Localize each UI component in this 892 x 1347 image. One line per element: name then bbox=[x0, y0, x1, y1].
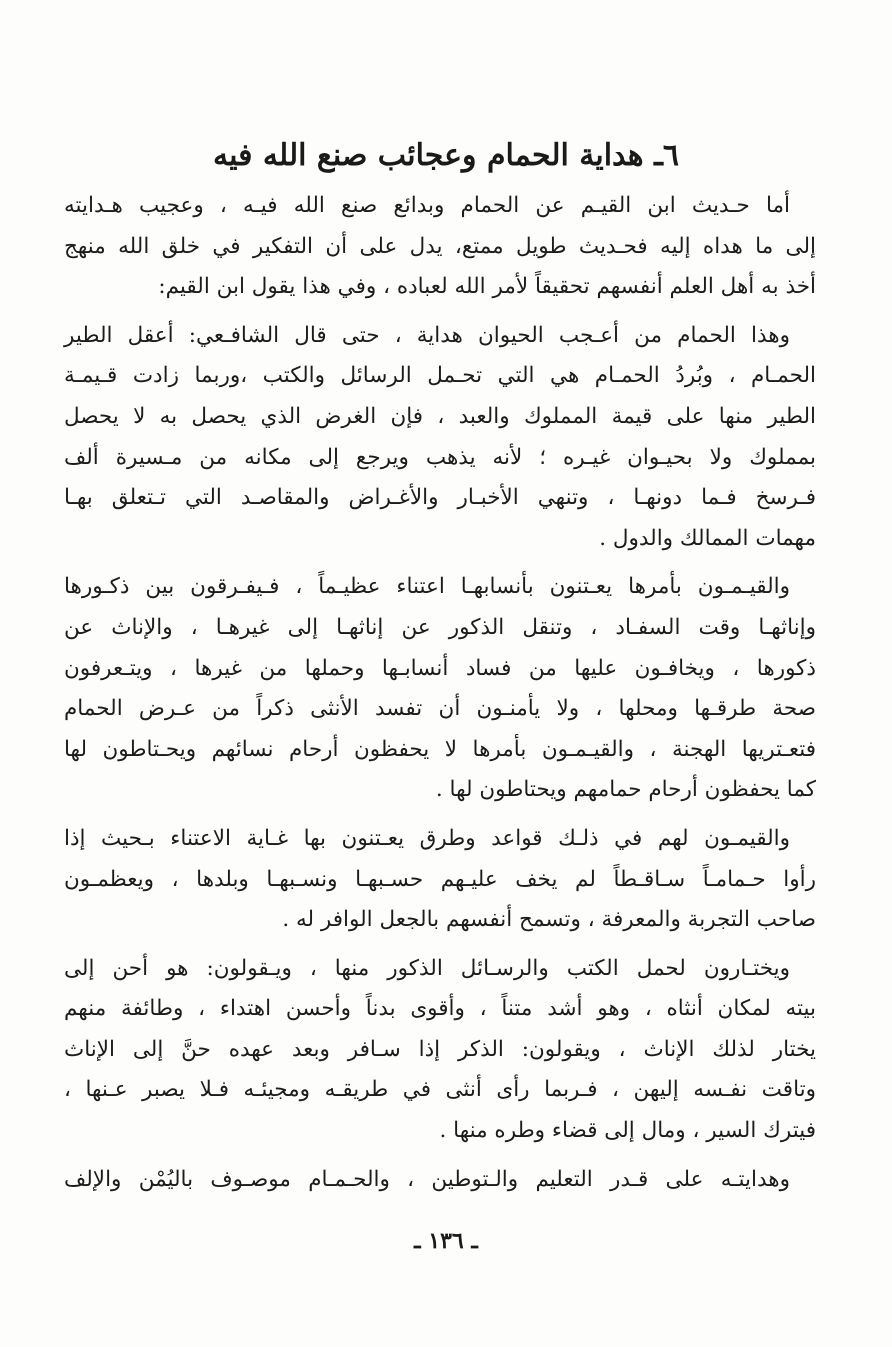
paragraph bbox=[64, 949, 816, 1152]
paragraph bbox=[64, 567, 816, 811]
text-line: رأوا حـمامـاً سـاقـطاً لم يخف عليـهم حسـبهـا ونسـبهـا وبلدها ، ويعظمـون bbox=[64, 866, 816, 892]
text-line: بيته لمكان أنثاه ، وهو أشد متناً ، وأقوى بدناً وأحسن اهتداء ، وطائفة منهم bbox=[64, 996, 816, 1022]
text-line: والقيمـون لهم في ذلـك قواعد وطرق يعـتنون بها غـاية الاعتناء بـحيث إذا bbox=[64, 825, 790, 851]
text-line: بمملوك ولا بحيـوان غيـره ؛ لأنه يذهب ويرجع إلى مكانه من مـسيرة ألف bbox=[64, 444, 816, 470]
text-line: وإناثهـا وقت السفـاد ، وتنقل الذكور عن إناثهـا إلى غيرهـا ، والإناث عن bbox=[64, 614, 816, 640]
text-line: يختار لذلك الإناث ، ويقولون: الذكر إذا سـافر وبعد عهده حنَّ إلى الإناث bbox=[64, 1036, 816, 1062]
text-line: فتعـتريها الهجنة ، والقيـمـون بأمرها لا يحفظون أرحام نسائهم ويحـتاطون لها bbox=[64, 736, 816, 762]
text-line: أخذ به أهل العلم أنفسهم تحقيقاً لأمر الله لعباده ، وفي هذا يقول ابن القيم: bbox=[158, 274, 816, 300]
page-number: ـ ١٣٦ ـ bbox=[414, 1228, 478, 1254]
text-line: ذكورها ، ويخافـون عليها من فساد أنسابـها وحملها من غيرها ، ويتـعرفون bbox=[64, 655, 816, 681]
text-line: إلى ما هداه إليه فحـديث طويل ممتع، يدل على أن التفكير في خلق الله منهج bbox=[64, 233, 816, 259]
text-line: والقيـمـون بأمرها يعـتنون بأنسابهـا اعتناء عظيـماً ، فـيفـرقون بين ذكـورها bbox=[64, 574, 790, 600]
paragraph bbox=[64, 316, 816, 560]
text-line: ويختـارون لحمل الكتب والرسـائل الذكور منها ، ويـقولون: هو أحن إلى bbox=[64, 955, 790, 981]
text-line: مهمات الممالك والدول . bbox=[599, 525, 816, 551]
section-title: ٦ـ هداية الحمام وعجائب صنع الله فيه bbox=[213, 138, 679, 173]
text-line: صحة طرقـها ومحلها ، ولا يأمنـون أن تفسد الأنثى ذكراً من عـرض الحمام bbox=[64, 696, 816, 722]
text-line: فيترك السير ، ومال إلى قضاء وطره منها . bbox=[439, 1118, 816, 1144]
body-text bbox=[64, 186, 816, 1208]
text-line: وتاقت نفـسه إليهن ، فـربما رأى أنثى في طريقـه ومجيئـه فـلا يصبر عـنها ، bbox=[64, 1077, 816, 1103]
text-line: أما حـديث ابن القيـم عن الحمام وبدائع صنع الله فيـه ، وعجيب هـدايته bbox=[64, 193, 790, 218]
text-line: الحمـام ، وبُردُ الحمـام هي التي تحـمل الرسائل والكتب ،وربما زادت قـيمـة bbox=[64, 363, 816, 389]
text-line: الطير منها على قيمة المملوك والعبد ، فإن الغرض الذي يحصل به لا يحصل bbox=[64, 403, 816, 429]
text-line: وهذا الحمام من أعـجب الحيوان هداية ، حتى قال الشافـعي: أعقل الطير bbox=[64, 322, 790, 348]
text-line: صاحب التجربة والمعرفة ، وتسمح أنفسهم بالجعل الوافر له . bbox=[282, 907, 816, 933]
paragraph bbox=[64, 186, 816, 308]
text-line: وهدايتـه على قـدر التعليم والـتوطين ، والحـمـام موصـوف باليُمْن والإلف bbox=[64, 1166, 790, 1192]
paragraph bbox=[64, 819, 816, 941]
text-line: فـرسخ فـما دونهـا ، وتنهي الأخبـار والأغـراض والمقاصـد التي تـتعلق بهـا bbox=[64, 485, 816, 511]
paragraph bbox=[64, 1160, 816, 1201]
text-line: كما يحفظون أرحام حمامهم ويحتاطون لها . bbox=[435, 777, 816, 803]
